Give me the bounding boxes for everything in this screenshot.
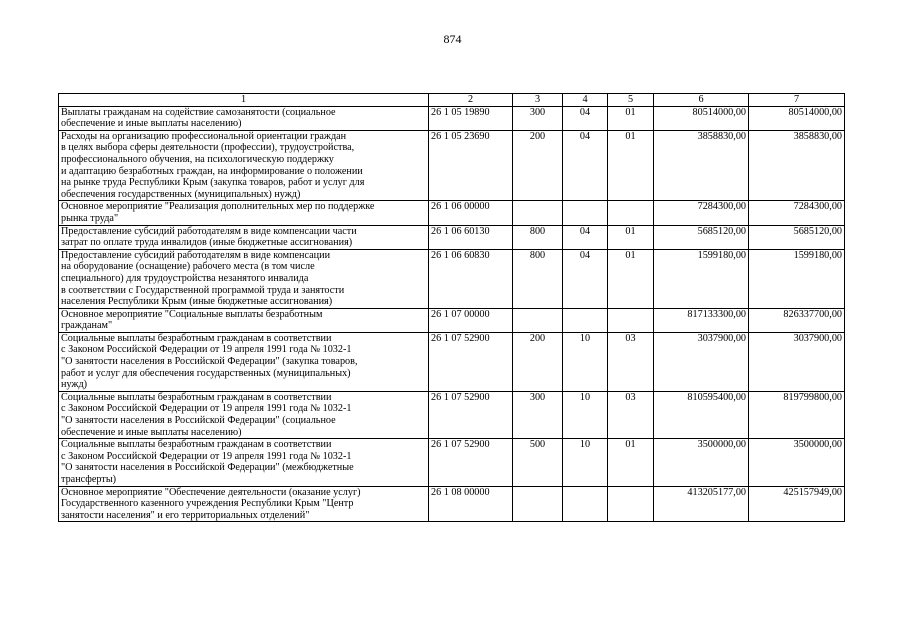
section-cell xyxy=(563,486,608,522)
section-cell xyxy=(563,308,608,332)
amount-year1-cell: 3037900,00 xyxy=(654,332,749,391)
expense-type-cell: 800 xyxy=(513,225,563,249)
table-row xyxy=(59,130,845,201)
description-cell: Расходы на организацию профессиональной ориентации граждан в целях выбора сферы деятельности (профессии), трудоустройства, профессионального обучения, на психологическую поддержку и адаптацию безработных граждан, на информирование о положении на рынке труда Республики Крым (закупка товаров, работ и услуг для обеспечения государственных (муниципальных) нужд) xyxy=(59,130,429,201)
section-cell xyxy=(563,201,608,225)
description-cell: Предоставление субсидий работодателям в виде компенсации на оборудование (оснащение) рабочего места (в том числе специального) для трудоустройства незанятого инвалида в соответствии с Государственной программой труда и занятости населения Республики Крым (иные бюджетные ассигнования) xyxy=(59,249,429,308)
description-cell: Социальные выплаты безработным гражданам в соответствии с Законом Российской Федерации от 19 апреля 1991 года № 1032-1 "О занятости населения в Российской Федерации" (социальное обеспечение и иные выплаты населению) xyxy=(59,391,429,438)
amount-year2-cell: 826337700,00 xyxy=(749,308,845,332)
budget-table xyxy=(58,93,845,522)
code-cell: 26 1 07 52900 xyxy=(429,391,513,438)
code-cell: 26 1 07 52900 xyxy=(429,439,513,486)
subsection-cell: 01 xyxy=(608,130,654,201)
expense-type-cell xyxy=(513,486,563,522)
amount-year1-cell: 5685120,00 xyxy=(654,225,749,249)
subsection-cell: 01 xyxy=(608,225,654,249)
description-cell: Социальные выплаты безработным гражданам в соответствии с Законом Российской Федерации от 19 апреля 1991 года № 1032-1 "О занятости населения в Российской Федерации" (межбюджетные трансферты) xyxy=(59,439,429,486)
amount-year2-cell: 3858830,00 xyxy=(749,130,845,201)
amount-year1-cell: 3500000,00 xyxy=(654,439,749,486)
description-cell: Основное мероприятие "Социальные выплаты безработным гражданам" xyxy=(59,308,429,332)
subsection-cell: 03 xyxy=(608,391,654,438)
header-cell: 1 xyxy=(59,94,429,107)
amount-year1-cell: 413205177,00 xyxy=(654,486,749,522)
expense-type-cell: 800 xyxy=(513,249,563,308)
subsection-cell: 01 xyxy=(608,106,654,130)
subsection-cell: 01 xyxy=(608,249,654,308)
table-row xyxy=(59,225,845,249)
header-cell: 4 xyxy=(563,94,608,107)
table-row xyxy=(59,308,845,332)
amount-year2-cell: 80514000,00 xyxy=(749,106,845,130)
amount-year1-cell: 7284300,00 xyxy=(654,201,749,225)
amount-year1-cell: 3858830,00 xyxy=(654,130,749,201)
table-header-row xyxy=(59,94,845,107)
table-row xyxy=(59,106,845,130)
table-row xyxy=(59,439,845,486)
table-row xyxy=(59,332,845,391)
expense-type-cell: 300 xyxy=(513,391,563,438)
amount-year2-cell: 3037900,00 xyxy=(749,332,845,391)
section-cell: 04 xyxy=(563,106,608,130)
subsection-cell: 03 xyxy=(608,332,654,391)
amount-year2-cell: 1599180,00 xyxy=(749,249,845,308)
code-cell: 26 1 06 60130 xyxy=(429,225,513,249)
description-cell: Основное мероприятие "Обеспечение деятельности (оказание услуг) Государственного казенного учреждения Республики Крым "Центр занятости населения" и его территориальных отделений" xyxy=(59,486,429,522)
amount-year1-cell: 80514000,00 xyxy=(654,106,749,130)
table-row xyxy=(59,201,845,225)
description-cell: Основное мероприятие "Реализация дополнительных мер по поддержке рынка труда" xyxy=(59,201,429,225)
header-cell: 6 xyxy=(654,94,749,107)
table-row xyxy=(59,391,845,438)
subsection-cell xyxy=(608,308,654,332)
table-row xyxy=(59,249,845,308)
section-cell: 04 xyxy=(563,225,608,249)
amount-year1-cell: 1599180,00 xyxy=(654,249,749,308)
subsection-cell xyxy=(608,486,654,522)
section-cell: 10 xyxy=(563,439,608,486)
description-cell: Предоставление субсидий работодателям в виде компенсации части затрат по оплате труда инвалидов (иные бюджетные ассигнования) xyxy=(59,225,429,249)
code-cell: 26 1 05 23690 xyxy=(429,130,513,201)
section-cell: 04 xyxy=(563,130,608,201)
code-cell: 26 1 06 60830 xyxy=(429,249,513,308)
amount-year2-cell: 5685120,00 xyxy=(749,225,845,249)
expense-type-cell xyxy=(513,308,563,332)
header-cell: 3 xyxy=(513,94,563,107)
code-cell: 26 1 05 19890 xyxy=(429,106,513,130)
code-cell: 26 1 06 00000 xyxy=(429,201,513,225)
amount-year2-cell: 425157949,00 xyxy=(749,486,845,522)
section-cell: 04 xyxy=(563,249,608,308)
amount-year2-cell: 7284300,00 xyxy=(749,201,845,225)
description-cell: Выплаты гражданам на содействие самозанятости (социальное обеспечение и иные выплаты населению) xyxy=(59,106,429,130)
amount-year1-cell: 810595400,00 xyxy=(654,391,749,438)
page-number: 874 xyxy=(443,32,462,46)
amount-year1-cell: 817133300,00 xyxy=(654,308,749,332)
code-cell: 26 1 08 00000 xyxy=(429,486,513,522)
code-cell: 26 1 07 52900 xyxy=(429,332,513,391)
expense-type-cell: 300 xyxy=(513,106,563,130)
table-row xyxy=(59,486,845,522)
subsection-cell: 01 xyxy=(608,439,654,486)
header-cell: 7 xyxy=(749,94,845,107)
section-cell: 10 xyxy=(563,332,608,391)
expense-type-cell xyxy=(513,201,563,225)
code-cell: 26 1 07 00000 xyxy=(429,308,513,332)
header-cell: 2 xyxy=(429,94,513,107)
amount-year2-cell: 819799800,00 xyxy=(749,391,845,438)
amount-year2-cell: 3500000,00 xyxy=(749,439,845,486)
expense-type-cell: 200 xyxy=(513,130,563,201)
subsection-cell xyxy=(608,201,654,225)
section-cell: 10 xyxy=(563,391,608,438)
expense-type-cell: 200 xyxy=(513,332,563,391)
expense-type-cell: 500 xyxy=(513,439,563,486)
header-cell: 5 xyxy=(608,94,654,107)
description-cell: Социальные выплаты безработным гражданам в соответствии с Законом Российской Федерации от 19 апреля 1991 года № 1032-1 "О занятости населения в Российской Федерации" (закупка товаров, работ и услуг для обеспечения государственных (муниципальных) нужд) xyxy=(59,332,429,391)
